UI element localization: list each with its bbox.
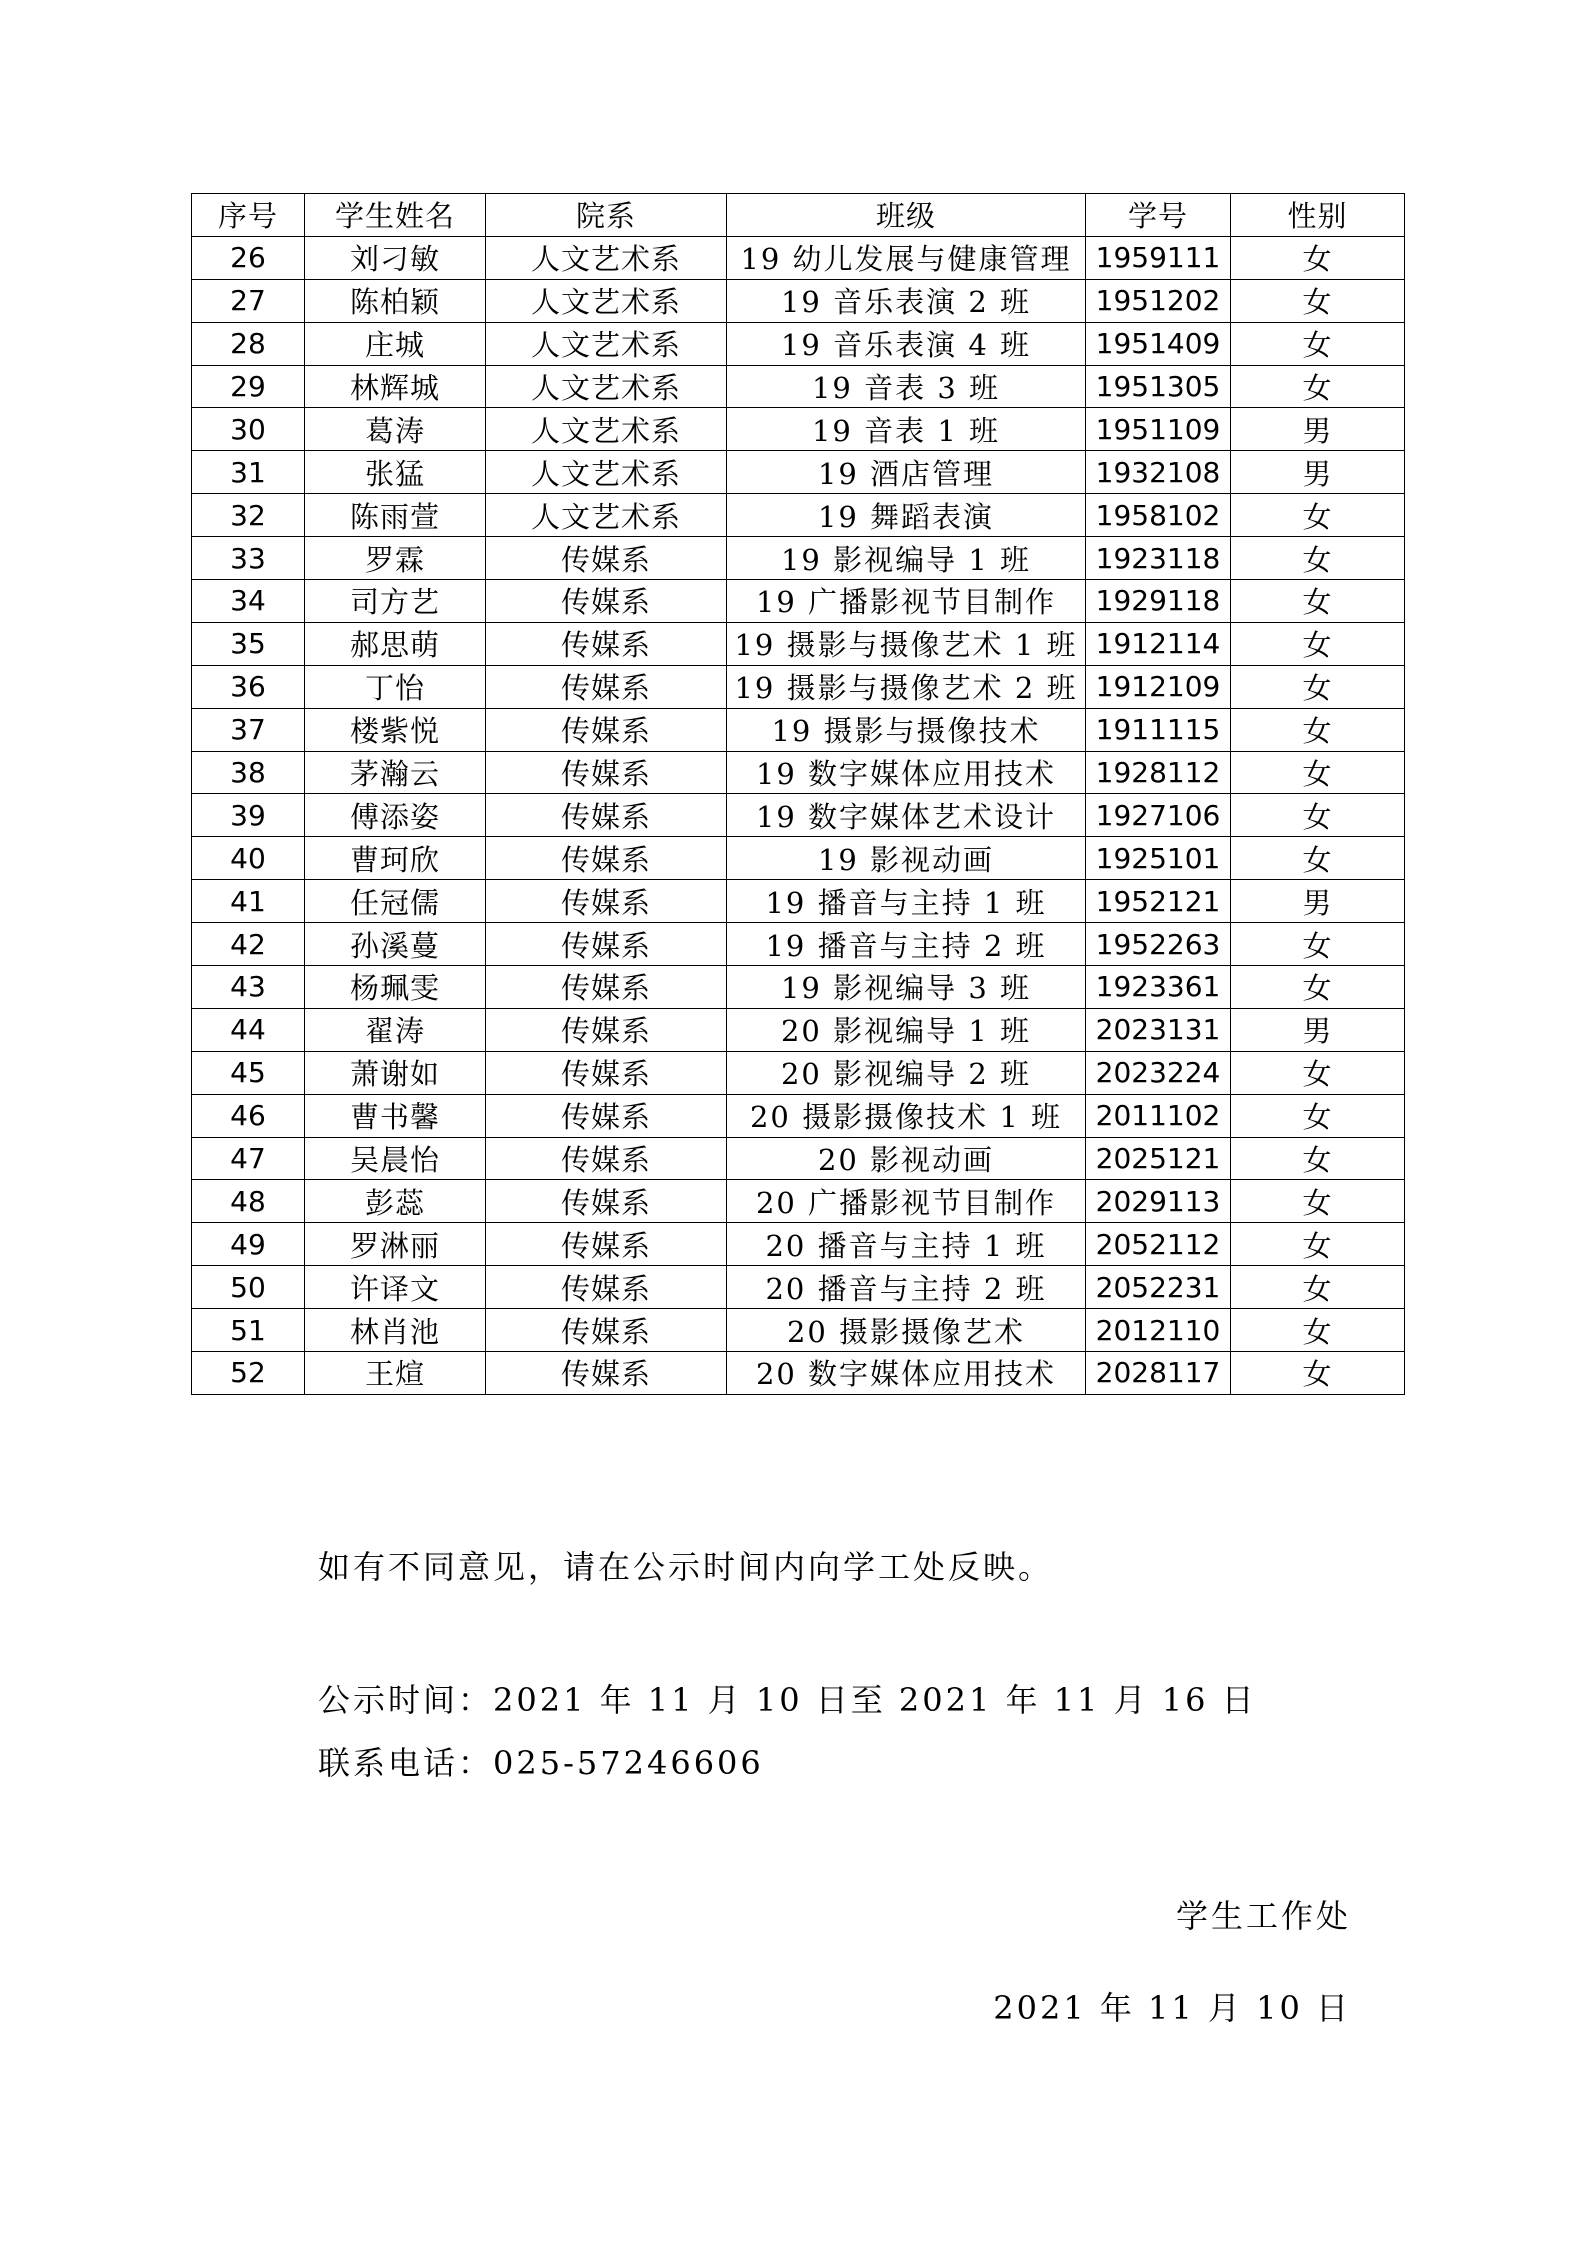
cell-class: 19 音表 1 班 (727, 408, 1086, 451)
cell-student-name: 彭蕊 (305, 1180, 486, 1223)
cell-seq: 49 (192, 1223, 305, 1266)
cell-gender: 女 (1231, 1094, 1405, 1137)
cell-class: 19 舞蹈表演 (727, 494, 1086, 537)
cell-student-name: 庄城 (305, 322, 486, 365)
cell-class: 19 播音与主持 2 班 (727, 923, 1086, 966)
cell-seq: 41 (192, 880, 305, 923)
table-row (192, 1266, 1405, 1309)
cell-student-name: 陈雨萱 (305, 494, 486, 537)
cell-class: 19 摄影与摄像艺术 1 班 (727, 622, 1086, 665)
cell-student-id: 2023224 (1086, 1051, 1231, 1094)
cell-student-name: 丁怡 (305, 665, 486, 708)
table-row (192, 794, 1405, 837)
cell-student-id: 1928112 (1086, 751, 1231, 794)
cell-seq: 48 (192, 1180, 305, 1223)
cell-department: 人文艺术系 (486, 236, 727, 279)
cell-class: 20 数字媒体应用技术 (727, 1352, 1086, 1395)
cell-gender: 女 (1231, 322, 1405, 365)
cell-student-name: 翟涛 (305, 1008, 486, 1051)
notice-period: 公示时间：2021 年 11 月 10 日至 2021 年 11 月 16 日 (318, 1681, 1257, 1719)
cell-student-id: 1911115 (1086, 708, 1231, 751)
table-row (192, 408, 1405, 451)
cell-student-name: 罗霖 (305, 537, 486, 580)
cell-student-name: 林辉城 (305, 365, 486, 408)
cell-student-name: 楼紫悦 (305, 708, 486, 751)
cell-class: 19 音乐表演 4 班 (727, 322, 1086, 365)
cell-gender: 男 (1231, 1008, 1405, 1051)
cell-gender: 女 (1231, 1051, 1405, 1094)
student-roster-table (191, 193, 1405, 1395)
cell-class: 19 酒店管理 (727, 451, 1086, 494)
cell-gender: 女 (1231, 923, 1405, 966)
cell-gender: 男 (1231, 408, 1405, 451)
cell-student-id: 1932108 (1086, 451, 1231, 494)
cell-student-id: 2052112 (1086, 1223, 1231, 1266)
table-row (192, 1223, 1405, 1266)
cell-gender: 女 (1231, 365, 1405, 408)
cell-gender: 女 (1231, 1137, 1405, 1180)
cell-gender: 男 (1231, 880, 1405, 923)
cell-seq: 26 (192, 236, 305, 279)
cell-student-id: 1951409 (1086, 322, 1231, 365)
cell-gender: 女 (1231, 708, 1405, 751)
cell-student-name: 杨珮雯 (305, 966, 486, 1009)
cell-student-id: 2029113 (1086, 1180, 1231, 1223)
table-row (192, 580, 1405, 623)
cell-department: 人文艺术系 (486, 365, 727, 408)
header-gender: 性别 (1231, 194, 1405, 237)
cell-seq: 27 (192, 279, 305, 322)
cell-student-name: 刘刁敏 (305, 236, 486, 279)
cell-gender: 女 (1231, 1309, 1405, 1352)
cell-gender: 女 (1231, 1223, 1405, 1266)
cell-seq: 36 (192, 665, 305, 708)
cell-student-id: 1952263 (1086, 923, 1231, 966)
cell-department: 传媒系 (486, 1137, 727, 1180)
table-row (192, 665, 1405, 708)
cell-gender: 女 (1231, 622, 1405, 665)
cell-class: 20 播音与主持 2 班 (727, 1266, 1086, 1309)
cell-student-id: 1951202 (1086, 279, 1231, 322)
cell-department: 传媒系 (486, 923, 727, 966)
cell-gender: 女 (1231, 580, 1405, 623)
cell-class: 20 影视动画 (727, 1137, 1086, 1180)
cell-student-name: 傅添姿 (305, 794, 486, 837)
cell-seq: 29 (192, 365, 305, 408)
cell-gender: 女 (1231, 837, 1405, 880)
cell-seq: 52 (192, 1352, 305, 1395)
cell-seq: 42 (192, 923, 305, 966)
cell-department: 传媒系 (486, 1352, 727, 1395)
cell-student-name: 林肖池 (305, 1309, 486, 1352)
cell-seq: 28 (192, 322, 305, 365)
table-body (192, 236, 1405, 1394)
cell-seq: 50 (192, 1266, 305, 1309)
table-row (192, 365, 1405, 408)
cell-department: 传媒系 (486, 665, 727, 708)
cell-student-name: 张猛 (305, 451, 486, 494)
cell-seq: 37 (192, 708, 305, 751)
cell-department: 传媒系 (486, 1309, 727, 1352)
header-seq: 序号 (192, 194, 305, 237)
cell-seq: 45 (192, 1051, 305, 1094)
cell-student-id: 1952121 (1086, 880, 1231, 923)
cell-student-name: 孙溪蔓 (305, 923, 486, 966)
table-header-row (192, 194, 1405, 237)
cell-class: 19 数字媒体艺术设计 (727, 794, 1086, 837)
cell-class: 19 影视编导 1 班 (727, 537, 1086, 580)
cell-department: 人文艺术系 (486, 451, 727, 494)
cell-department: 传媒系 (486, 1223, 727, 1266)
cell-seq: 40 (192, 837, 305, 880)
cell-student-id: 1925101 (1086, 837, 1231, 880)
cell-student-name: 王煊 (305, 1352, 486, 1395)
cell-department: 人文艺术系 (486, 322, 727, 365)
table-row (192, 236, 1405, 279)
table-row (192, 966, 1405, 1009)
cell-seq: 33 (192, 537, 305, 580)
cell-department: 传媒系 (486, 1094, 727, 1137)
cell-student-id: 1923361 (1086, 966, 1231, 1009)
cell-department: 传媒系 (486, 1266, 727, 1309)
cell-student-id: 2012110 (1086, 1309, 1231, 1352)
table-row (192, 451, 1405, 494)
cell-student-name: 曹书馨 (305, 1094, 486, 1137)
table-row (192, 537, 1405, 580)
cell-student-id: 1951305 (1086, 365, 1231, 408)
cell-seq: 39 (192, 794, 305, 837)
table-row (192, 1137, 1405, 1180)
cell-department: 传媒系 (486, 966, 727, 1009)
cell-student-id: 1927106 (1086, 794, 1231, 837)
cell-department: 传媒系 (486, 880, 727, 923)
cell-department: 人文艺术系 (486, 279, 727, 322)
cell-student-id: 2028117 (1086, 1352, 1231, 1395)
cell-student-id: 2052231 (1086, 1266, 1231, 1309)
cell-department: 传媒系 (486, 751, 727, 794)
cell-class: 19 幼儿发展与健康管理 (727, 236, 1086, 279)
cell-student-name: 罗淋丽 (305, 1223, 486, 1266)
cell-gender: 女 (1231, 665, 1405, 708)
cell-student-id: 1912109 (1086, 665, 1231, 708)
cell-gender: 女 (1231, 537, 1405, 580)
table-row (192, 708, 1405, 751)
table-row (192, 880, 1405, 923)
cell-seq: 31 (192, 451, 305, 494)
cell-seq: 47 (192, 1137, 305, 1180)
cell-gender: 女 (1231, 751, 1405, 794)
cell-department: 传媒系 (486, 1008, 727, 1051)
issue-date: 2021 年 11 月 10 日 (993, 1989, 1351, 2027)
table-header (192, 194, 1405, 237)
cell-gender: 女 (1231, 966, 1405, 1009)
cell-gender: 女 (1231, 1352, 1405, 1395)
table-row (192, 622, 1405, 665)
cell-gender: 男 (1231, 451, 1405, 494)
cell-student-id: 2025121 (1086, 1137, 1231, 1180)
table-row (192, 751, 1405, 794)
cell-student-name: 郝思萌 (305, 622, 486, 665)
contact-phone: 联系电话：025-57246606 (318, 1744, 764, 1782)
cell-class: 20 播音与主持 1 班 (727, 1223, 1086, 1266)
cell-student-name: 葛涛 (305, 408, 486, 451)
issuing-office: 学生工作处 (1175, 1897, 1351, 1935)
cell-department: 传媒系 (486, 580, 727, 623)
cell-seq: 44 (192, 1008, 305, 1051)
cell-department: 人文艺术系 (486, 494, 727, 537)
cell-student-id: 1923118 (1086, 537, 1231, 580)
cell-student-id: 1912114 (1086, 622, 1231, 665)
cell-class: 19 音乐表演 2 班 (727, 279, 1086, 322)
cell-department: 传媒系 (486, 537, 727, 580)
cell-student-id: 2023131 (1086, 1008, 1231, 1051)
table-row (192, 1051, 1405, 1094)
cell-class: 20 摄影摄像技术 1 班 (727, 1094, 1086, 1137)
header-class: 班级 (727, 194, 1086, 237)
cell-class: 19 广播影视节目制作 (727, 580, 1086, 623)
cell-student-name: 任冠儒 (305, 880, 486, 923)
cell-student-id: 1958102 (1086, 494, 1231, 537)
cell-student-id: 1929118 (1086, 580, 1231, 623)
cell-class: 20 影视编导 1 班 (727, 1008, 1086, 1051)
cell-seq: 51 (192, 1309, 305, 1352)
table-row (192, 923, 1405, 966)
cell-class: 19 影视编导 3 班 (727, 966, 1086, 1009)
cell-student-name: 许译文 (305, 1266, 486, 1309)
table-row (192, 1309, 1405, 1352)
cell-seq: 34 (192, 580, 305, 623)
cell-gender: 女 (1231, 494, 1405, 537)
table-row (192, 322, 1405, 365)
cell-gender: 女 (1231, 1266, 1405, 1309)
cell-seq: 30 (192, 408, 305, 451)
header-department: 院系 (486, 194, 727, 237)
cell-student-id: 1959111 (1086, 236, 1231, 279)
cell-student-id: 2011102 (1086, 1094, 1231, 1137)
cell-seq: 46 (192, 1094, 305, 1137)
cell-class: 19 数字媒体应用技术 (727, 751, 1086, 794)
table-row (192, 1352, 1405, 1395)
cell-class: 19 音表 3 班 (727, 365, 1086, 408)
cell-department: 传媒系 (486, 837, 727, 880)
cell-student-name: 茅瀚云 (305, 751, 486, 794)
feedback-note: 如有不同意见，请在公示时间内向学工处反映。 (318, 1548, 1054, 1586)
table-row (192, 494, 1405, 537)
cell-department: 人文艺术系 (486, 408, 727, 451)
cell-gender: 女 (1231, 279, 1405, 322)
cell-seq: 43 (192, 966, 305, 1009)
cell-department: 传媒系 (486, 708, 727, 751)
cell-gender: 女 (1231, 794, 1405, 837)
table-row (192, 1180, 1405, 1223)
cell-student-name: 陈柏颖 (305, 279, 486, 322)
header-student-id: 学号 (1086, 194, 1231, 237)
table-row (192, 279, 1405, 322)
cell-department: 传媒系 (486, 1180, 727, 1223)
table-row (192, 1094, 1405, 1137)
cell-student-name: 吴晨怡 (305, 1137, 486, 1180)
cell-student-id: 1951109 (1086, 408, 1231, 451)
cell-gender: 女 (1231, 236, 1405, 279)
cell-department: 传媒系 (486, 794, 727, 837)
cell-department: 传媒系 (486, 1051, 727, 1094)
cell-class: 19 摄影与摄像艺术 2 班 (727, 665, 1086, 708)
cell-seq: 38 (192, 751, 305, 794)
table-row (192, 837, 1405, 880)
cell-class: 20 广播影视节目制作 (727, 1180, 1086, 1223)
cell-seq: 32 (192, 494, 305, 537)
cell-gender: 女 (1231, 1180, 1405, 1223)
header-student-name: 学生姓名 (305, 194, 486, 237)
cell-class: 20 影视编导 2 班 (727, 1051, 1086, 1094)
cell-seq: 35 (192, 622, 305, 665)
cell-class: 20 摄影摄像艺术 (727, 1309, 1086, 1352)
cell-student-name: 萧谢如 (305, 1051, 486, 1094)
cell-student-name: 司方艺 (305, 580, 486, 623)
cell-student-name: 曹珂欣 (305, 837, 486, 880)
cell-class: 19 摄影与摄像技术 (727, 708, 1086, 751)
cell-department: 传媒系 (486, 622, 727, 665)
cell-class: 19 播音与主持 1 班 (727, 880, 1086, 923)
cell-class: 19 影视动画 (727, 837, 1086, 880)
table-row (192, 1008, 1405, 1051)
